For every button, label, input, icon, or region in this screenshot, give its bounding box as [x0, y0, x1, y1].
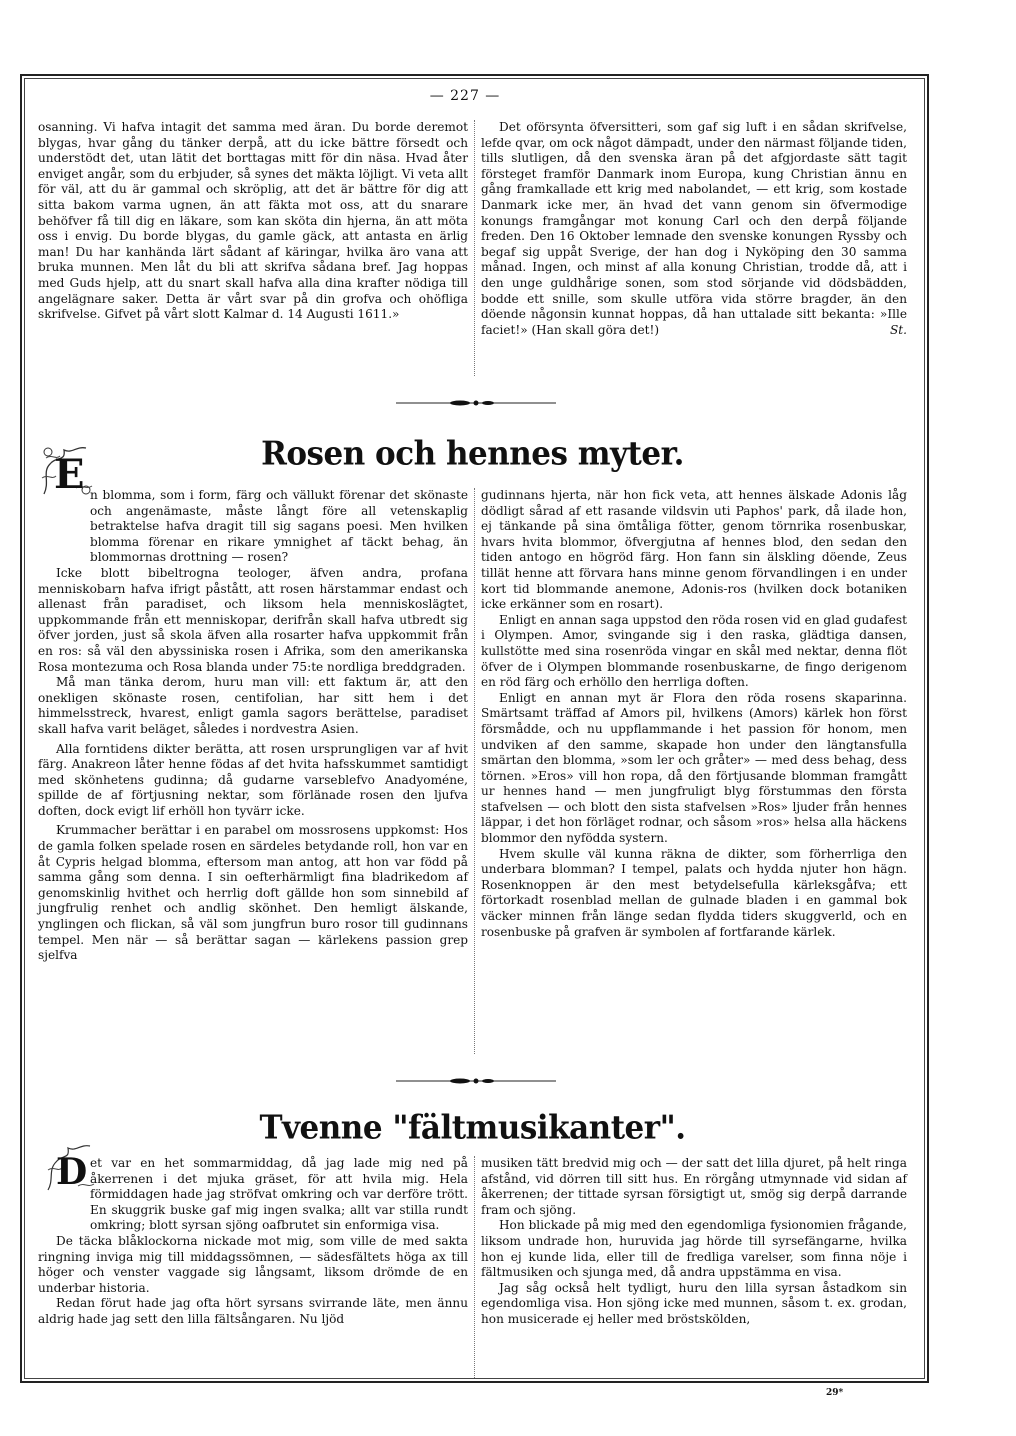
paragraph: n blomma, som i form, färg och vällukt förenar det skönaste och angenämaste, måste långt före all vetenskaplig betraktelse hafva dragit till sig sagans poesi. Men hvilken blomma förenar en rikare ymnighet af täckt behag, än blommornas drottning — rosen?	[90, 488, 468, 565]
paragraph: Enligt en annan saga uppstod den röda rosen vid en glad gudafest i Olympen. Amor, svingande sig i den raska, glädtiga dansen, kullstötte med sina rosenröda vingar en skål med nektar, denna flöt öfver de i Olympen blommande rosenbuskarne, de fingo derigenom en röd färg och erhöllo den herrliga doften.	[481, 612, 907, 690]
paragraph: Hvem skulle väl kunna räkna de dikter, som förherrliga den underbara blomman? I tempel, palats och hydda njuter hon hägn. Rosenknoppen är den mest betydelsefulla kärleksgåfva; ett förtorkadt rosenblad mellan de gulnade bladen i en gammal bok väcker minnen från länge sedan flydda tiders skuggverld, och en rosenbuske på grafven är symbolen af fortfarande kärlek.	[481, 846, 907, 939]
article2-right-column	[481, 1156, 907, 1328]
paragraph: Hon blickade på mig med den egendomliga fysionomien frågande, liksom undrade hon, huruvida jag hörde till syrsefängarne, hvilka hon ej kunde lida, eller till de fredliga varelser, som finna nöje i fältmusiken och sjunga med, då andra uppstämma en visa.	[481, 1218, 907, 1280]
paragraph: osanning. Vi hafva intagit det samma med äran. Du borde deremot blygas, hvar gång du tänker derpå, att du icke bättre försedt och understödt det, utan lätit det borttagas mitt för din näsa. Hvad åter enviget angår, som du erbjuder, så synes det mäkta löjligt. Vi veta allt för väl, att du är gammal och skröplig, att det är bättre för dig att sitta bakom varma ugnen, än att fäkta mot oss, att du snarare behöfver få till dig en läkare, som kan sköta din hjerna, än att möta oss i envig. Du borde blygas, du gamle gäck, att antasta en ärlig man! Du har kanhända lärt sådant af käringar, hvilka äro vana att bruka munnen. Men låt du bli att skrifva sådana bref. Jag hoppas med Guds hjelp, att du snart skall hafva alla dina krafter nödiga till angelägnare saker. Detta är vårt svar på din grofva och ohöfliga skrifvelse. Gifvet på vårt slott Kalmar d. 14 Augusti 1611.»	[38, 120, 468, 322]
article1-right-column	[481, 488, 907, 940]
paragraph: Enligt en annan myt är Flora den röda rosens skaparinna. Smärtsamt träffad af Amors pil, hvilkens (Amors) kärlek hon först försmådde, och nu uppflammande i het passion för honom, men undviken af den samme, skapade hon under den längtansfulla smärtan den blomma, »som ler och gråter» — med dess behag, dess törnen. »Eros» vill hon ropa, då den förtjusande blomman framgått ur hennes hand — men jungfruligt blyg förstummas den första stafvelsen — och blott den sista stafvelsen »Ros» ljuder från hennes läppar, i det hon förläget rodnar, och såsom »ros» helsa alla häckens blommor den nyfödda systern.	[481, 690, 907, 846]
top-right-column	[481, 120, 907, 338]
paragraph: Icke blott bibeltrogna teologer, äfven andra, profana menniskobarn hafva ifrigt påstått, att rosen härstammar endast och allenast från paradiset, och liksom hela menniskoslägtet, uppkommande från ett menniskopar, derifrån skall hafva utbredt sig öfver jorden, just så skola äfven alla rosarter hafva uppkommit från en ros: så väl den abyssiniska rosen i Afrika, som den amerikanska Rosa montezuma och Rosa blanda under 75:te nordliga breddgraden.	[38, 565, 468, 674]
initial-letter: E	[54, 451, 85, 498]
signature: St.	[890, 322, 907, 337]
page-number: — 227 —	[429, 88, 501, 104]
initial-letter: D	[56, 1151, 88, 1193]
paragraph: Må man tänka derom, huru man vill: ett faktum är, att den onekligen skönaste rosen, centifolian, har sitt hem i det himmelsstreck, hvarest, enligt gamla sagors berättelse, paradiset skall hafva varit beläget, således i nordvestra Asien.	[38, 675, 468, 736]
folio-mark: 29*	[826, 1388, 844, 1398]
article-title: Tvenne "fältmusikanter".	[259, 1109, 686, 1147]
paragraph: musiken tätt bredvid mig och — der satt det lilla djuret, på helt ringa afstånd, vid dörren till sitt hus. En rörgång utmynnade vid sidan af åkerrenen; der tittade syrsan försigtigt ut, smög sig derpå darrande fram och sjöng.	[481, 1156, 907, 1217]
column-rule-article1	[474, 488, 475, 1054]
paragraph: Det oförsynta öfversitteri, som gaf sig luft i en sådan skrifvelse, lefde qvar, om ock något dämpadt, under den närmast följande tiden, tills slutligen, då den svenska äran på det afgjordaste sätt tagit försteget framför Danmark inom Europa, kung Christian ännu en gång framkallade ett krig med nabolandet, — ett krig, som kostade Danmark icke mer, än hvad det vann genom sin öfvermodige konungs framgångar mot konung Carl och den derpå följande freden. Den 16 Oktober lemnade den svenske konungen Ryssby och begaf sig uppåt Sverige, der han dog i Nyköping den 30 samma månad. Ingen, och minst af alla konung Christian, trodde då, att i den unge guldhårige sonen, som stod sörjande vid dödsbädden, bodde ett snille, som skulle utföra vida större bragder, än den döende någonsin kunnat hoppas, då han uttalade sitt bekanta: »Ille faciet!» (Han skall göra det!)	[481, 120, 907, 337]
separator-ornament-icon	[396, 398, 556, 408]
paragraph: Redan förut hade jag ofta hört syrsans svirrande läte, men ännu aldrig hade jag sett den lilla fältsångaren. Nu ljöd	[38, 1296, 468, 1326]
paragraph: Jag såg också helt tydligt, huru den lilla syrsan åstadkom sin egendomliga visa. Hon sjöng icke med munnen, såsom t. ex. grodan, hon musicerade ej heller med bröstskölden,	[481, 1280, 907, 1326]
paragraph: Alla forntidens dikter berätta, att rosen ursprungligen var af hvit färg. Anakreon låter henne födas af det hvita hafsskummet samtidigt med skönhetens gudinna; då gudarne varseblefvo Anadyoméne, spillde de af förtjusning nektar, som förlänade rosen den ljufva doften, dock evigt lif erhöll hon tyvärr icke.	[38, 741, 468, 818]
top-left-column	[38, 120, 468, 323]
article1-left-column	[38, 488, 468, 964]
paragraph: gudinnans hjerta, när hon fick veta, att hennes älskade Adonis låg dödligt sårad af ett rasande vildsvin uti Paphos' park, då ilade hon, ej tänkande på sina ömtåliga fötter, genom törnrika rosenbuskar, hvars hvita blommor, öfvergjutna af hennes blod, den sedan den tiden antogo en högröd färg. Hon fann sin älskling döende, Zeus tillät henne att förvara hans minne genom förvandlingen i en under kort tid blommande anemone, Adonis-ros (hvilken dock botaniken icke erkänner som en rosart).	[481, 488, 907, 612]
paragraph: Krummacher berättar i en parabel om mossrosens uppkomst: Hos de gamla folken spelade rosen en särdeles betydande roll, hon var en åt Cypris helgad blomma, eftersom man antog, att hon var född på samma gång som denna. I sin oefterhärmligt fina bladrikedom af genomskinlig hvithet och herrlig doft gällde hon som sinnebild af jungfrulig renhet och andlig skönhet. Den hemligt älskande, ynglingen och flickan, så väl som jungfrun buro rosor till gudinnans tempel. Men när — så berättar sagan — kärlekens passion grep sjelfva	[38, 823, 468, 963]
ornamental-separator	[396, 398, 556, 408]
paragraph: De täcka blåklockorna nickade mot mig, som ville de med sakta ringning inviga mig till middagssömnen, — sädesfältets höga ax till höger och venster vaggade sig långsamt, liksom drömde de en underbar historia.	[38, 1233, 468, 1295]
separator-ornament-icon	[396, 1076, 556, 1086]
ornamental-separator	[396, 1076, 556, 1086]
article-title: Rosen och hennes myter.	[261, 435, 684, 473]
article2-left-column	[38, 1156, 468, 1328]
column-rule-top	[474, 120, 475, 376]
column-rule-article2	[474, 1156, 475, 1378]
paragraph: et var en het sommarmiddag, då jag lade mig ned på åkerrenen i det mjuka gräset, för att hvila mig. Hela förmiddagen hade jag ströfvat omkring och var derföre trött. En skuggrik buske gaf mig ingen svalka; allt var stilla rundt omkring; blott syrsan sjöng oafbrutet sin enformiga visa.	[90, 1156, 468, 1233]
